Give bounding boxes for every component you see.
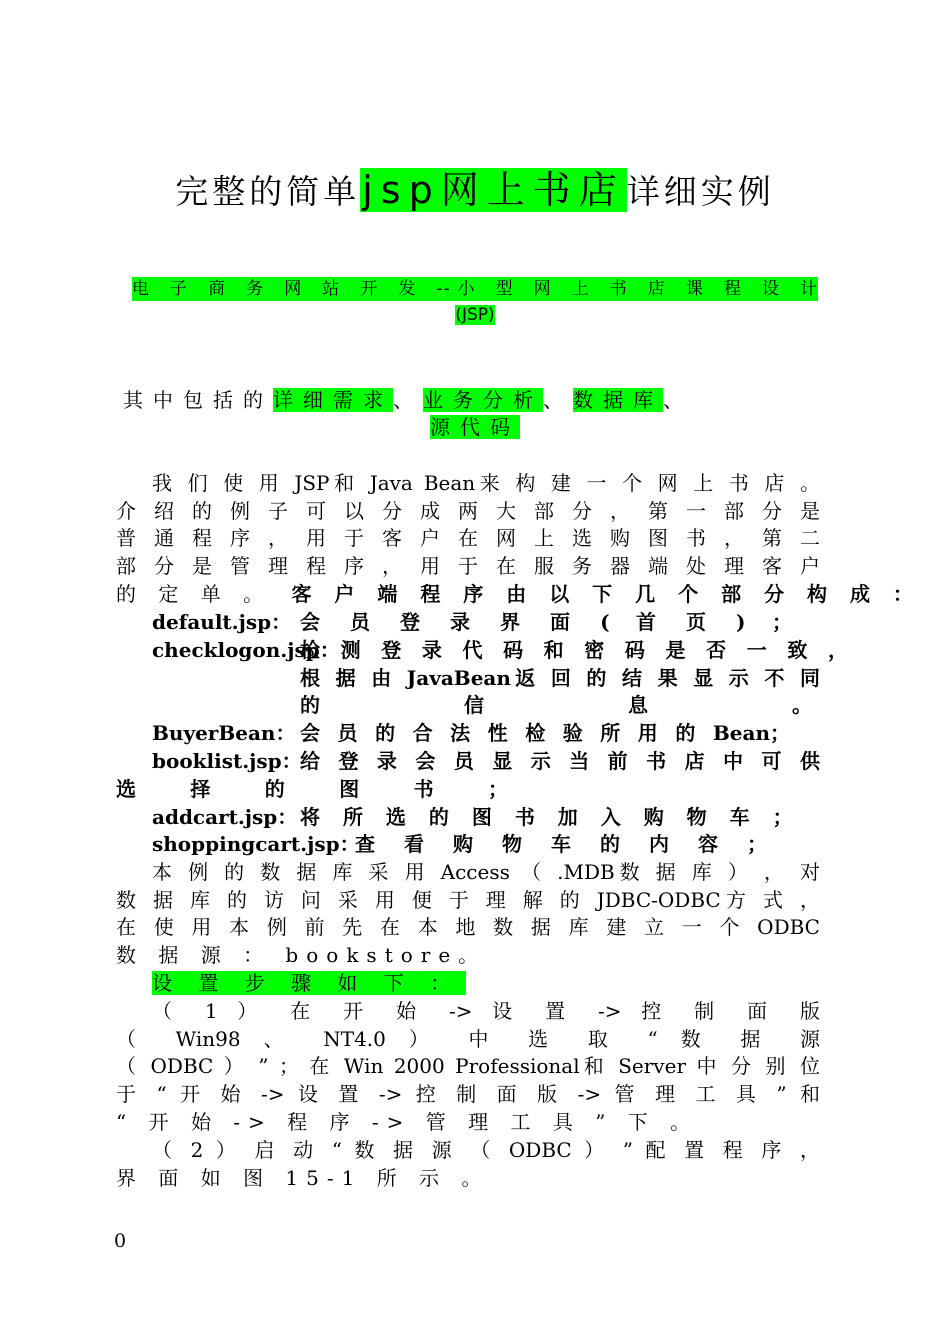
contents-item: 业务分析 [423, 388, 543, 412]
contents-line2 [0, 413, 950, 441]
steps-heading-text: 设 置 步 骤 如 下 ： [152, 971, 466, 995]
contents-item: 数据库 [573, 388, 663, 412]
db-line: 在 使 用 本 例 前 先 在 本 地 数 据 库 建 立 一 个 ODBC [116, 915, 820, 939]
page-number: 0 [114, 1230, 127, 1252]
intro-bold: 客 户 端 程 序 由 以 下 几 个 部 分 构 成 ： [291, 582, 921, 606]
db-line: 本 例 的 数 据 库 采 用 Access （ .MDB数 据 库 ） ， 对 [152, 860, 820, 884]
component-desc: 给 登 录 会 员 显 示 当 前 书 店 中 可 供 [300, 749, 820, 773]
component-name: addcart.jsp： [152, 805, 298, 829]
component-name: default.jsp： [152, 610, 292, 634]
contents-item: 源代码 [430, 415, 520, 439]
subtitle-jsp: (JSP) [455, 305, 495, 325]
intro-line: 部 分 是 管 理 程 序 ， 用 于 在 服 务 器 端 处 理 客 户 [116, 554, 820, 578]
intro-line: 普 通 程 序 ， 用 于 客 户 在 网 上 选 购 图 书 ， 第 二 [116, 526, 820, 550]
db-line: 数 据 源 ： bookstore。 [116, 943, 487, 967]
separator: 、 [543, 388, 573, 412]
component-desc: 将 所 选 的 图 书 加 入 购 物 车 ； [300, 805, 801, 829]
steps-heading [152, 969, 466, 997]
intro-line: 我 们 使 用 JSP和 Java Bean来 构 建 一 个 网 上 书 店 。 [152, 471, 820, 495]
separator: 、 [393, 388, 423, 412]
step2-line: 界 面 如 图 15-1 所 示 。 [116, 1166, 490, 1190]
step1-line: （ ODBC ） ” ； 在 Win 2000 Professional和 Server 中 分 别 位 [116, 1054, 820, 1078]
component-desc: 的 信 息 。 [300, 693, 820, 717]
separator: 、 [663, 388, 693, 412]
component-desc-wrap: 选 择 的 图 书 ； [116, 777, 516, 801]
step1-line: （ 1 ） 在 开 始 -> 设 置 -> 控 制 面 版 [152, 999, 820, 1023]
step2-line: （ 2 ） 启 动 “ 数 据 源 （ ODBC ） ” 配 置 程 序 ， [152, 1138, 820, 1162]
intro-line [116, 580, 921, 608]
intro-line: 介 绍 的 例 子 可 以 分 成 两 大 部 分 ， 第 一 部 分 是 [116, 499, 820, 523]
component-desc: 查 看 购 物 车 的 内 容 ； [355, 832, 775, 856]
component-desc: 根 据 由 JavaBean返 回 的 结 果 显 示 不 同 [300, 666, 820, 690]
step1-line: 于 “ 开 始 -> 设 置 -> 控 制 面 版 -> 管 理 工 具 ” 和 [116, 1082, 820, 1106]
component-desc: 会 员 的 合 法 性 检 验 所 用 的 Bean； [300, 721, 790, 745]
page-title [0, 165, 950, 217]
component-name: booklist.jsp： [152, 749, 302, 773]
db-line: 数 据 库 的 访 问 采 用 便 于 理 解 的 JDBC-ODBC方 式 ， [116, 888, 820, 912]
component-desc: 检 测 登 录 代 码 和 密 码 是 否 一 致 ， [300, 638, 848, 662]
component-name: BuyerBean： [152, 721, 296, 745]
subtitle-line2 [0, 303, 950, 327]
component-name: shoppingcart.jsp： [152, 832, 360, 856]
intro-end: 的 定 单 。 [116, 582, 272, 606]
title-text: 完整的简单 [175, 172, 361, 211]
title-highlight: jsp网上书店 [362, 168, 625, 212]
step1-line: “ 开 始 -> 程 序 -> 管 理 工 具 ” 下 。 [116, 1110, 699, 1134]
contents-line [123, 386, 823, 414]
subtitle-line1: 电 子 商 务 网 站 开 发 --小 型 网 上 书 店 课 程 设 计 [132, 279, 818, 299]
step1-line: （ Win98 、 NT4.0 ） 中 选 取 “ 数 据 源 [116, 1027, 820, 1051]
component-name: checklogon.jsp： [152, 638, 340, 662]
contents-item: 详细需求 [273, 388, 393, 412]
contents-prefix: 其中包括的 [123, 388, 273, 412]
component-desc: 会 员 登 录 界 面 ( 首 页 ) ； [300, 610, 800, 634]
title-text-end: 详细实例 [626, 172, 775, 211]
